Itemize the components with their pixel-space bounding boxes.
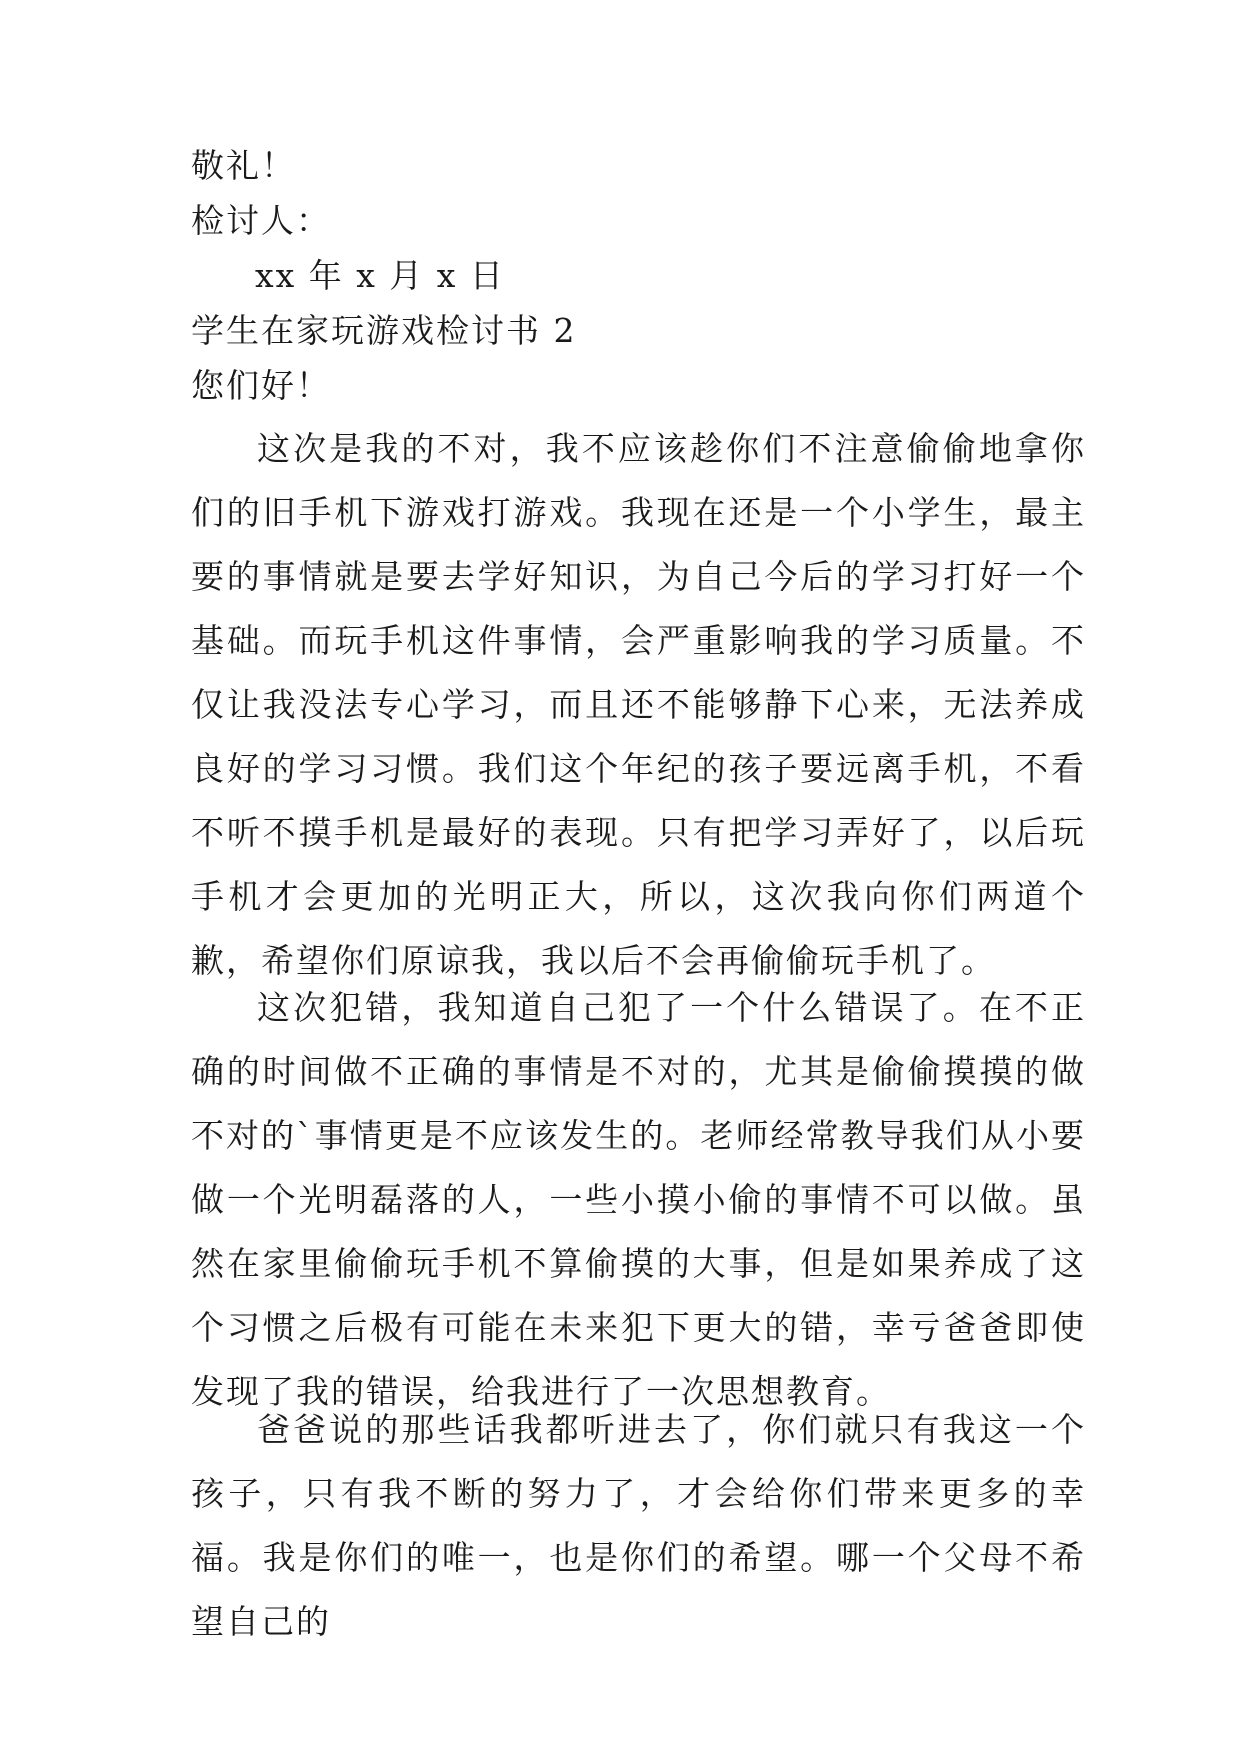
signature-date: xx 年 x 月 x 日 [255, 256, 505, 295]
signer-label: 检讨人： [191, 201, 331, 240]
greeting: 您们好！ [191, 366, 331, 405]
body-paragraph-3: 爸爸说的那些话我都听进去了，你们就只有我这一个孩子，只有我不断的努力了，才会给你们带来更多的幸福。我是你们的唯一，也是你们的希望。哪一个父母不希望自己的 [191, 1410, 1086, 1641]
body-paragraph-1: 这次是我的不对，我不应该趁你们不注意偷偷地拿你们的旧手机下游戏打游戏。我现在还是一个小学生，最主要的事情就是要去学好知识，为自己今后的学习打好一个基础。而玩手机这件事情，会严重影响我的学习质量。不仅让我没法专心学习，而且还不能够静下心来，无法养成良好的学习习惯。我们这个年纪的孩子要远离手机，不看不听不摸手机是最好的表现。只有把学习弄好了，以后玩手机才会更加的光明正大，所以，这次我向你们两道个歉，希望你们原谅我，我以后不会再偷偷玩手机了。 [191, 429, 1086, 980]
closing-salute: 敬礼！ [191, 146, 296, 185]
section-title: 学生在家玩游戏检讨书 2 [191, 311, 577, 350]
body-paragraph-2: 这次犯错，我知道自己犯了一个什么错误了。在不正确的时间做不正确的事情是不对的，尤其是偷偷摸摸的做不对的`事情更是不应该发生的。老师经常教导我们从小要做一个光明磊落的人，一些小摸小偷的事情不可以做。虽然在家里偷偷玩手机不算偷摸的大事，但是如果养成了这个习惯之后极有可能在未来犯下更大的错，幸亏爸爸即使发现了我的错误，给我进行了一次思想教育。 [191, 988, 1086, 1411]
